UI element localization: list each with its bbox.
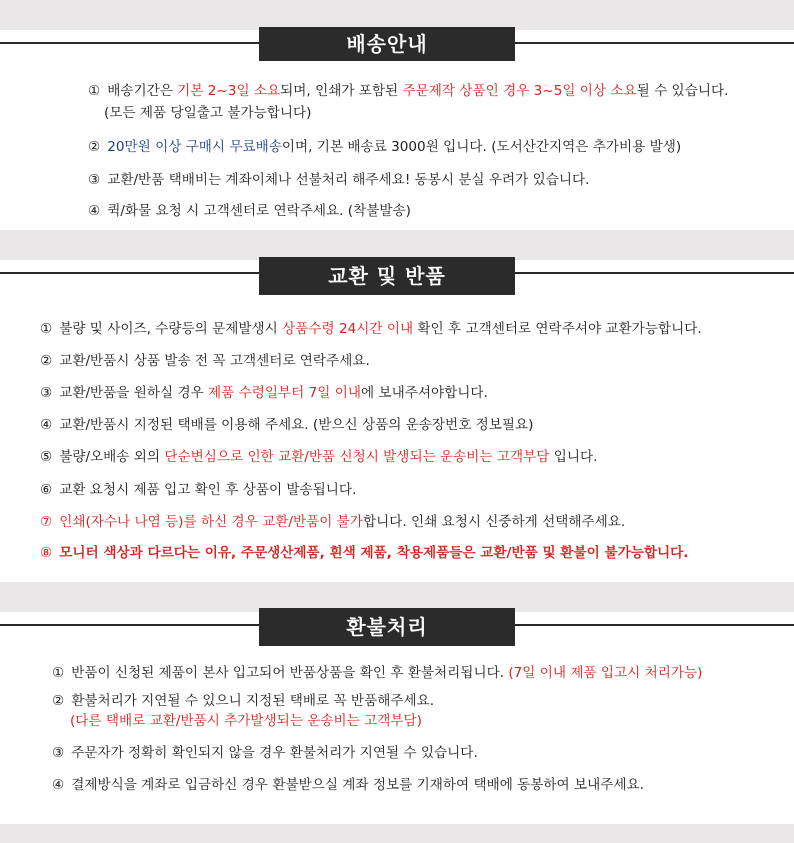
shipping-item-1-note: (모든 제품 당일출고 불가능합니다) xyxy=(104,105,312,121)
exchange-item-7 xyxy=(40,513,625,531)
shipping-item-1 xyxy=(88,82,728,100)
item-text: 입니다. xyxy=(549,449,598,465)
item-number: ⑤ xyxy=(40,449,53,465)
item-text: 불량/오배송 외의 xyxy=(59,449,165,465)
shipping-item-4 xyxy=(88,202,411,220)
item-highlight: 단순변심으로 인한 교환/반품 신청시 발생되는 운송비는 고객부담 xyxy=(164,449,550,465)
item-text: 에 보내주셔야합니다. xyxy=(360,385,488,401)
exchange-item-5 xyxy=(40,448,597,466)
item-number: ⑥ xyxy=(40,482,53,498)
item-text: 교환 요청시 제품 입고 확인 후 상품이 발송됩니다. xyxy=(59,482,357,498)
item-number: ② xyxy=(52,693,65,709)
item-text: 될 수 있습니다. xyxy=(636,83,729,99)
item-highlight: 제품 수령일부터 7일 이내 xyxy=(208,385,361,401)
item-highlight: 인쇄(자수나 나염 등)를 하신 경우 교환/반품이 불가 xyxy=(59,514,363,530)
item-number: ② xyxy=(40,353,53,369)
shipping-title: 배송안내 xyxy=(259,27,515,61)
item-highlight: 20만원 이상 구매시 무료배송 xyxy=(107,139,282,155)
item-number: ① xyxy=(40,321,53,337)
item-text: 반품이 신청된 제품이 본사 입고되어 반품상품을 확인 후 환불처리됩니다. xyxy=(71,665,509,681)
item-highlight: (7일 이내 제품 입고시 처리가능) xyxy=(508,665,703,681)
refund-title: 환불처리 xyxy=(259,608,515,646)
item-text: 환불처리가 지연될 수 있으니 지정된 택배로 꼭 반품해주세요. xyxy=(71,693,435,709)
item-text: 교환/반품시 지정된 택배를 이용해 주세요. (받으신 상품의 운송장번호 정보필요) xyxy=(59,417,534,433)
item-number: ④ xyxy=(40,417,53,433)
item-text: 주문자가 정확히 확인되지 않을 경우 환불처리가 지연될 수 있습니다. xyxy=(71,745,478,761)
item-number: ⑧ xyxy=(40,545,53,561)
item-text: 합니다. 인쇄 요청시 신중하게 선택해주세요. xyxy=(362,514,626,530)
refund-item-3 xyxy=(52,744,478,762)
item-text: 퀵/화물 요청 시 고객센터로 연락주세요. (착불발송) xyxy=(107,203,411,219)
shipping-item-2 xyxy=(88,138,681,156)
exchange-item-1 xyxy=(40,320,702,338)
item-number: ③ xyxy=(40,385,53,401)
item-text: 되며, 인쇄가 포함된 xyxy=(280,83,403,99)
exchange-item-6 xyxy=(40,481,356,499)
refund-item-4 xyxy=(52,776,644,794)
item-highlight: 모니터 색상과 다르다는 이유, 주문생산제품, 흰색 제품, 착용제품들은 교환/반품 및 환불이 불가능합니다. xyxy=(59,545,689,561)
item-number: ① xyxy=(52,665,65,681)
item-text: 확인 후 고객센터로 연락주셔야 교환가능합니다. xyxy=(413,321,702,337)
item-highlight: 기본 2~3일 소요 xyxy=(177,83,281,99)
item-number: ④ xyxy=(88,203,101,219)
refund-item-2 xyxy=(52,692,434,710)
item-text: 불량 및 사이즈, 수량등의 문제발생시 xyxy=(59,321,283,337)
item-text: 이며, 기본 배송료 3000원 입니다. (도서산간지역은 추가비용 발생) xyxy=(281,139,682,155)
refund-item-1 xyxy=(52,664,702,682)
refund-item-2-note: (다른 택배로 교환/반품시 추가발생되는 운송비는 고객부담) xyxy=(70,713,422,729)
exchange-item-2 xyxy=(40,352,370,370)
exchange-item-4 xyxy=(40,416,533,434)
exchange-item-8 xyxy=(40,544,688,562)
item-number: ⑦ xyxy=(40,514,53,530)
item-number: ① xyxy=(88,83,101,99)
item-text: 교환/반품시 상품 발송 전 꼭 고객센터로 연락주세요. xyxy=(59,353,370,369)
exchange-title: 교환 및 반품 xyxy=(259,257,515,295)
item-text: 교환/반품 택배비는 계좌이체나 선불처리 해주세요! 동봉시 분실 우려가 있습니다. xyxy=(107,172,590,188)
item-text: 교환/반품을 원하실 경우 xyxy=(59,385,209,401)
item-highlight: 상품수령 24시간 이내 xyxy=(282,321,414,337)
item-number: ③ xyxy=(52,745,65,761)
item-text: 결제방식을 계좌로 입금하신 경우 환불받으실 계좌 정보를 기재하여 택배에 동봉하여 보내주세요. xyxy=(71,777,644,793)
shipping-item-3 xyxy=(88,171,589,189)
item-number: ② xyxy=(88,139,101,155)
item-number: ④ xyxy=(52,777,65,793)
item-text: 배송기간은 xyxy=(107,83,178,99)
item-number: ③ xyxy=(88,172,101,188)
item-highlight: 주문제작 상품인 경우 3~5일 이상 소요 xyxy=(402,83,637,99)
exchange-item-3 xyxy=(40,384,488,402)
